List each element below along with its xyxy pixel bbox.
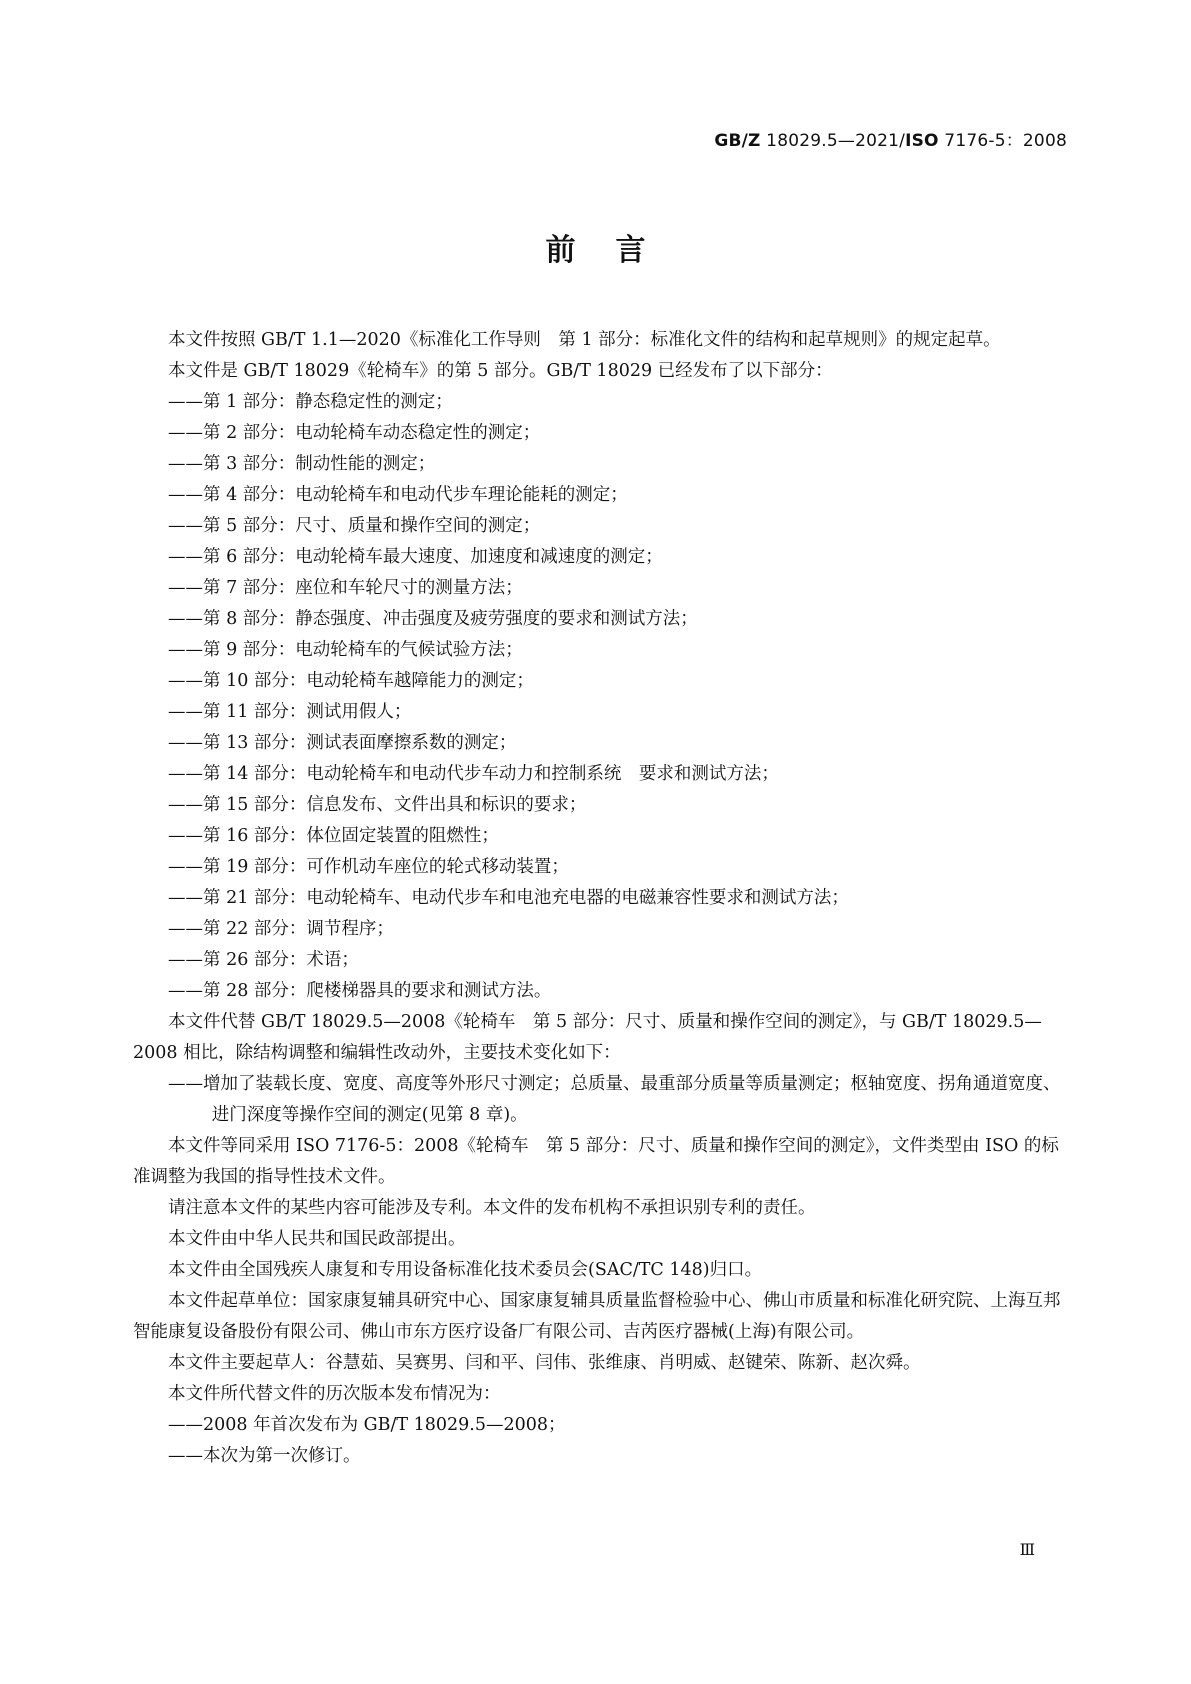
list-item: ——第 11 部分：测试用假人；	[168, 702, 412, 722]
list-item: ——第 26 部分：术语；	[168, 950, 359, 970]
foreword-body	[133, 325, 1061, 1472]
list-item: ——第 28 部分：爬楼梯器具的要求和测试方法。	[168, 981, 552, 1001]
document-code	[714, 126, 1067, 151]
iso-prefix: ISO	[905, 131, 939, 151]
paragraph: 本文件由中华人民共和国民政部提出。	[168, 1229, 466, 1249]
list-item: ——第 13 部分：测试表面摩擦系数的测定；	[168, 733, 517, 753]
list-item: ——第 19 部分：可作机动车座位的轮式移动装置；	[168, 857, 569, 877]
list-item: ——第 4 部分：电动轮椅车和电动代步车理论能耗的测定；	[168, 485, 628, 505]
paragraph: 本文件由全国残疾人康复和专用设备标准化技术委员会(SAC/TC 148)归口。	[168, 1260, 763, 1280]
list-item: ——第 1 部分：静态稳定性的测定；	[168, 392, 453, 412]
paragraph: 本文件代替 GB/T 18029.5—2008《轮椅车 第 5 部分：尺寸、质量和操作空间的测定》，与 GB/T 18029.5—2008 相比，除结构调整和编辑性改动外，主要技术变化如下：	[133, 1012, 1042, 1063]
list-item: ——第 21 部分：电动轮椅车、电动代步车和电池充电器的电磁兼容性要求和测试方法；	[168, 888, 849, 908]
list-item: ——第 6 部分：电动轮椅车最大速度、加速度和减速度的测定；	[168, 547, 663, 567]
list-item: ——第 9 部分：电动轮椅车的气候试验方法；	[168, 640, 523, 660]
page-title: 前言	[545, 233, 686, 268]
paragraph: 本文件所代替文件的历次版本发布情况为：	[168, 1384, 501, 1404]
list-item: ——第 14 部分：电动轮椅车和电动代步车动力和控制系统 要求和测试方法；	[168, 764, 779, 784]
list-item: ——本次为第一次修订。	[168, 1446, 361, 1466]
list-item: ——第 3 部分：制动性能的测定；	[168, 454, 436, 474]
paragraph: 请注意本文件的某些内容可能涉及专利。本文件的发布机构不承担识别专利的责任。	[168, 1198, 816, 1218]
paragraph: 本文件主要起草人：谷慧茹、吴赛男、闫和平、闫伟、张维康、肖明威、赵键荣、陈新、赵次舜。	[168, 1353, 921, 1373]
paragraph: 本文件按照 GB/T 1.1—2020《标准化工作导则 第 1 部分：标准化文件的结构和起草规则》的规定起草。	[168, 330, 1001, 350]
list-item: ——第 5 部分：尺寸、质量和操作空间的测定；	[168, 516, 541, 536]
list-item: ——2008 年首次发布为 GB/T 18029.5—2008；	[168, 1415, 566, 1435]
page-number: Ⅲ	[1019, 1540, 1035, 1559]
list-item: ——第 16 部分：体位固定装置的阻燃性；	[168, 826, 499, 846]
paragraph: 本文件是 GB/T 18029《轮椅车》的第 5 部分。GB/T 18029 已经发布了以下部分：	[168, 361, 833, 381]
list-item: ——第 7 部分：座位和车轮尺寸的测量方法；	[168, 578, 523, 598]
paragraph: 本文件等同采用 ISO 7176-5：2008《轮椅车 第 5 部分：尺寸、质量和操作空间的测定》，文件类型由 ISO 的标准调整为我国的指导性技术文件。	[133, 1136, 1059, 1187]
paragraph: 本文件起草单位：国家康复辅具研究中心、国家康复辅具质量监督检验中心、佛山市质量和标准化研究院、上海互邦智能康复设备股份有限公司、佛山市东方医疗设备厂有限公司、吉芮医疗器械(上海)有限公司。	[133, 1291, 1061, 1342]
iso-number: 7176-5：2008	[938, 131, 1067, 151]
list-item: ——第 15 部分：信息发布、文件出具和标识的要求；	[168, 795, 587, 815]
standard-prefix: GB/Z	[714, 131, 761, 151]
list-item: ——增加了装载长度、宽度、高度等外形尺寸测定；总质量、最重部分质量等质量测定；枢轴宽度、拐角通道宽度、进门深度等操作空间的测定(见第 8 章)。	[168, 1074, 1061, 1125]
list-item: ——第 2 部分：电动轮椅车动态稳定性的测定；	[168, 423, 541, 443]
list-item: ——第 22 部分：调节程序；	[168, 919, 394, 939]
standard-number: 18029.5—2021/	[760, 131, 906, 151]
list-item: ——第 10 部分：电动轮椅车越障能力的测定；	[168, 671, 534, 691]
list-item: ——第 8 部分：静态强度、冲击强度及疲劳强度的要求和测试方法；	[168, 609, 698, 629]
